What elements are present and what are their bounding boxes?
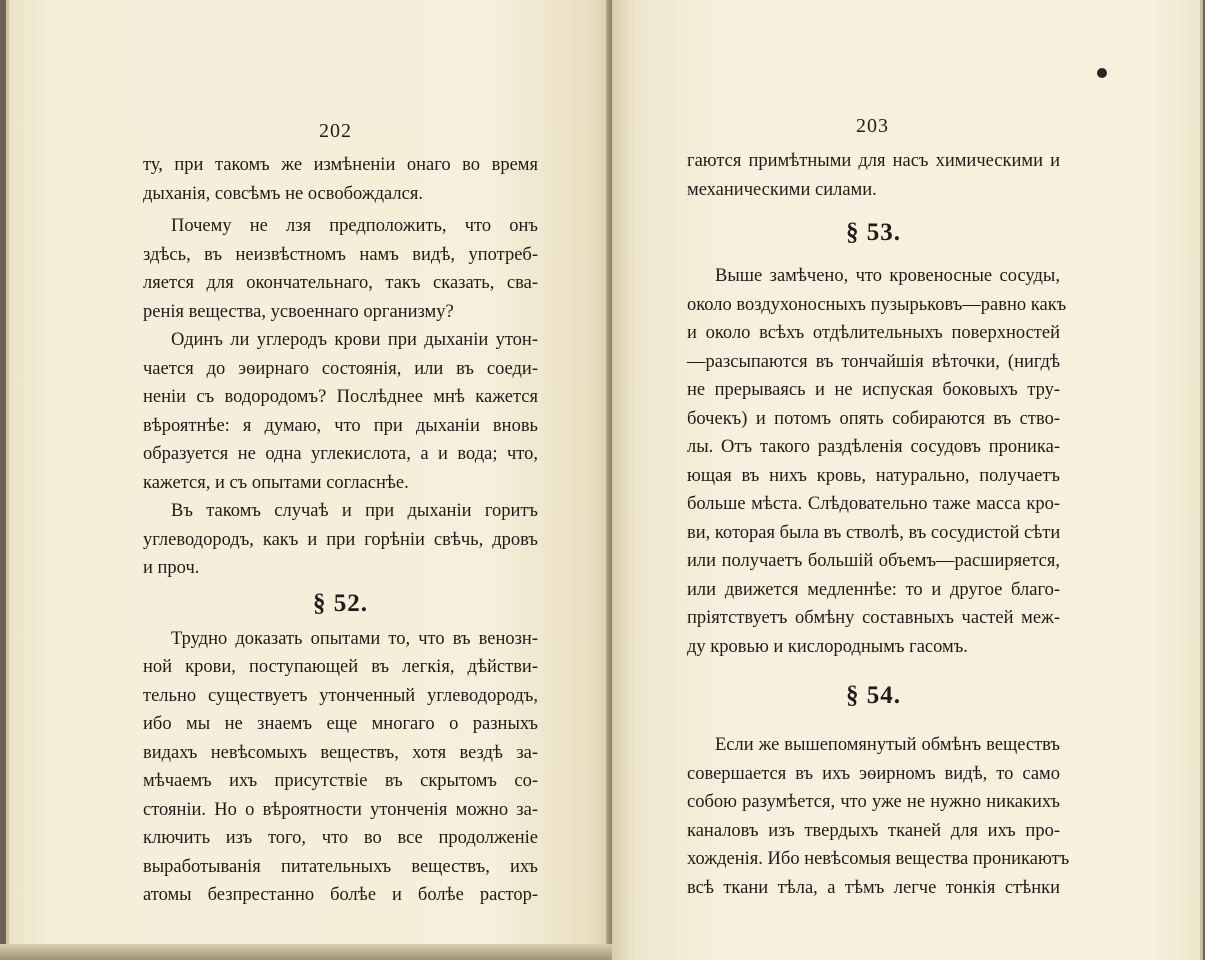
text-line: хожденія. Ибо невѣсомыя вещества проникаютъ (687, 849, 1070, 869)
text-line: вѣроятнѣе: я думаю, что при дыханіи вновь (143, 415, 538, 436)
text-line: гаются примѣтными для насъ химическими и (687, 151, 1060, 171)
text-line: Выше замѣчено, что кровеносные сосуды, (715, 266, 1060, 286)
text-line: бочекъ) и потомъ опять собираются въ ство- (687, 408, 1060, 429)
text-line: пріятствуетъ обмѣну составныхъ частей меж- (687, 608, 1060, 628)
text-line: всѣ ткани тѣла, а тѣмъ легче тонкія стѣнки (687, 877, 1060, 898)
left-page-text (143, 151, 538, 910)
text-line: собою разумѣется, что уже не нужно никакихъ (687, 792, 1060, 812)
text-line: ви, которая была въ стволѣ, въ сосудистой сѣти (687, 522, 1061, 543)
text-line: ду кровью и кислороднымъ гасомъ. (687, 636, 968, 657)
text-line: углеводородъ, какъ и при горѣніи свѣчь, дровъ (143, 529, 538, 550)
text-line: каналовъ изъ твердыхъ тканей для ихъ про- (687, 820, 1060, 841)
text-line: Въ такомъ случаѣ и при дыханіи горитъ (171, 501, 538, 521)
text-line: механическими силами. (687, 179, 877, 200)
section-heading: § 53. (846, 219, 901, 246)
text-line: тельно существуетъ утонченный углеводородъ, (143, 685, 538, 706)
text-line: не прерываясь и не испуская боковыхъ тру- (687, 380, 1060, 400)
text-line: кажется, и съ опытами согласнѣе. (143, 472, 409, 493)
text-line: образуется не одна углекислота, а и вода; что, (143, 444, 538, 464)
text-line: ной крови, поступающей въ легкія, дѣйстви- (143, 657, 538, 677)
text-line: ибо мы не знаемъ еще многаго о разныхъ (143, 714, 538, 734)
text-line: лы. Отъ такого раздѣленія сосудовъ проника- (687, 437, 1060, 457)
text-line: ющая въ нихъ кровь, натурально, получаетъ (687, 465, 1060, 486)
text-line: чается до эѳирнаго состоянія, или въ соеди- (143, 358, 538, 379)
text-line: и около всѣхъ отдѣлительныхъ поверхностей (687, 323, 1060, 343)
text-line: ренія вещества, усвоеннаго организму? (143, 301, 454, 322)
text-line: Почему не лзя предположить, что онъ (171, 216, 538, 236)
text-line: Трудно доказать опытами то, что въ венозн- (171, 628, 538, 649)
right-page-number: 203 (856, 115, 889, 137)
text-line: неніи съ водородомъ? Послѣднее мнѣ кажется (143, 387, 538, 407)
text-line: мѣчаемъ ихъ присутствіе въ скрытомъ со- (143, 771, 538, 791)
section-heading: § 52. (313, 589, 368, 617)
text-line: здѣсь, въ неизвѣстномъ намъ видѣ, употреб- (143, 244, 538, 265)
text-line: Одинъ ли углеродъ крови при дыханіи утон- (171, 330, 538, 350)
text-line: Если же вышепомянутый обмѣнъ веществъ (715, 735, 1060, 755)
section-heading: § 54. (846, 682, 901, 709)
text-line: —разсыпаются въ тончайшія вѣточки, (нигдѣ (687, 351, 1060, 372)
text-line: видахъ невѣсомыхъ веществъ, хотя вездѣ за- (143, 742, 538, 763)
text-line: стояніи. Но о вѣроятности утонченія можно за- (143, 799, 538, 820)
text-line: и проч. (143, 558, 200, 578)
text-line: дыханія, совсѣмъ не освобождался. (143, 183, 423, 204)
text-line: ляется для окончательнаго, такъ сказать, сва- (143, 273, 538, 293)
text-line: или получаетъ большій объемъ—расширяется, (687, 551, 1060, 571)
text-line: ключить изъ того, что во все продолженіе (143, 828, 538, 848)
left-page-number: 202 (319, 120, 352, 142)
text-line: ту, при такомъ же измѣненіи онаго во время (143, 155, 538, 175)
right-page-text (687, 147, 1070, 902)
page-edge (0, 944, 612, 960)
right-page (612, 0, 1203, 960)
text-line: совершается въ ихъ эѳирномъ видѣ, то само (687, 763, 1060, 784)
left-page (6, 0, 613, 948)
text-line: или движется медленнѣе: то и другое благо- (687, 579, 1060, 600)
text-line: выработыванія питательныхъ веществъ, ихъ (143, 856, 538, 877)
ink-spot (1097, 68, 1107, 78)
text-line: атомы безпрестанно болѣе и болѣе растор- (143, 885, 538, 905)
text-line: около воздухоносныхъ пузырьковъ—равно какъ (687, 294, 1067, 315)
text-line: больше мѣста. Слѣдовательно таже масса кро- (687, 494, 1060, 514)
